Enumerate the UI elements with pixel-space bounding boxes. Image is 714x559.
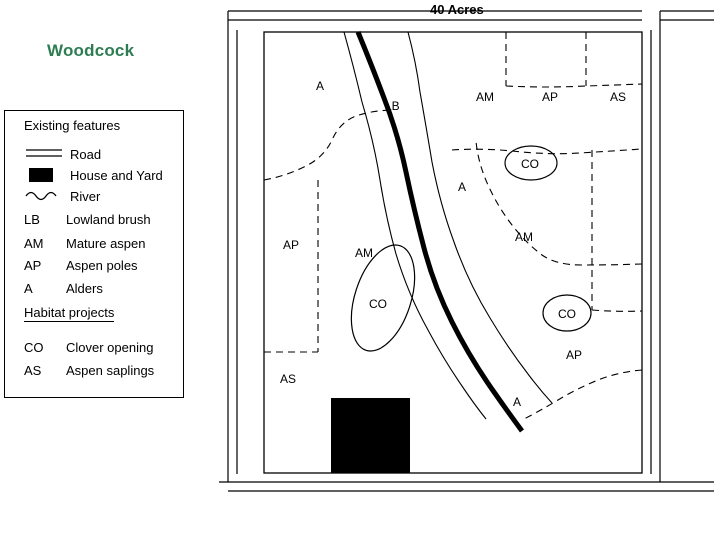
house-and-yard [331, 398, 410, 473]
map-label-ap-north: AP [542, 90, 559, 104]
legend-code-am: AM [24, 236, 44, 251]
legend-label-road: Road [70, 147, 102, 162]
map-label-a-south: A [513, 395, 522, 409]
river-symbol [26, 193, 56, 200]
legend-code-ap: AP [24, 258, 42, 273]
legend-code-a: A [24, 281, 33, 296]
river-bold-line [358, 32, 522, 431]
map-label-am-north: AM [476, 90, 494, 104]
legend-label-house: House and Yard [70, 168, 163, 183]
river-west-bank [344, 32, 486, 419]
road-symbol [26, 150, 62, 156]
legend-label-river: River [70, 189, 101, 204]
legend-projects-title: Habitat projects [24, 305, 115, 320]
map-label-ap-west: AP [283, 238, 300, 252]
map-label-co-center: CO [369, 297, 387, 311]
map-label-am-east: AM [515, 230, 533, 244]
house-symbol [29, 168, 53, 182]
map-label-ap-southeast: AP [566, 348, 583, 362]
legend-title: Existing features [24, 118, 121, 133]
legend-code-as: AS [24, 363, 42, 378]
legend-code-co: CO [24, 340, 44, 355]
parcel-boundary [264, 32, 642, 473]
species-title: Woodcock [47, 41, 135, 60]
map-label-am-center: AM [355, 246, 373, 260]
map-label-co-north: CO [521, 157, 539, 171]
legend-label-ap: Aspen poles [66, 258, 138, 273]
legend-code-lb: LB [24, 212, 40, 227]
map-label-lb: LB [385, 99, 400, 113]
legend-label-a: Alders [66, 281, 103, 296]
legend-label-am: Mature aspen [66, 236, 146, 251]
legend-label-lb: Lowland brush [66, 212, 151, 227]
legend-label-as: Aspen saplings [66, 363, 155, 378]
legend-label-co: Clover opening [66, 340, 154, 355]
map-label-as-northeast: AS [610, 90, 627, 104]
map-label-a-north: A [316, 79, 325, 93]
page-title: 40 Acres [430, 2, 484, 17]
map-label-co-east: CO [558, 307, 576, 321]
map-label-a-center: A [458, 180, 467, 194]
river-east-bank [408, 32, 552, 403]
map-label-as-southwest: AS [280, 372, 297, 386]
